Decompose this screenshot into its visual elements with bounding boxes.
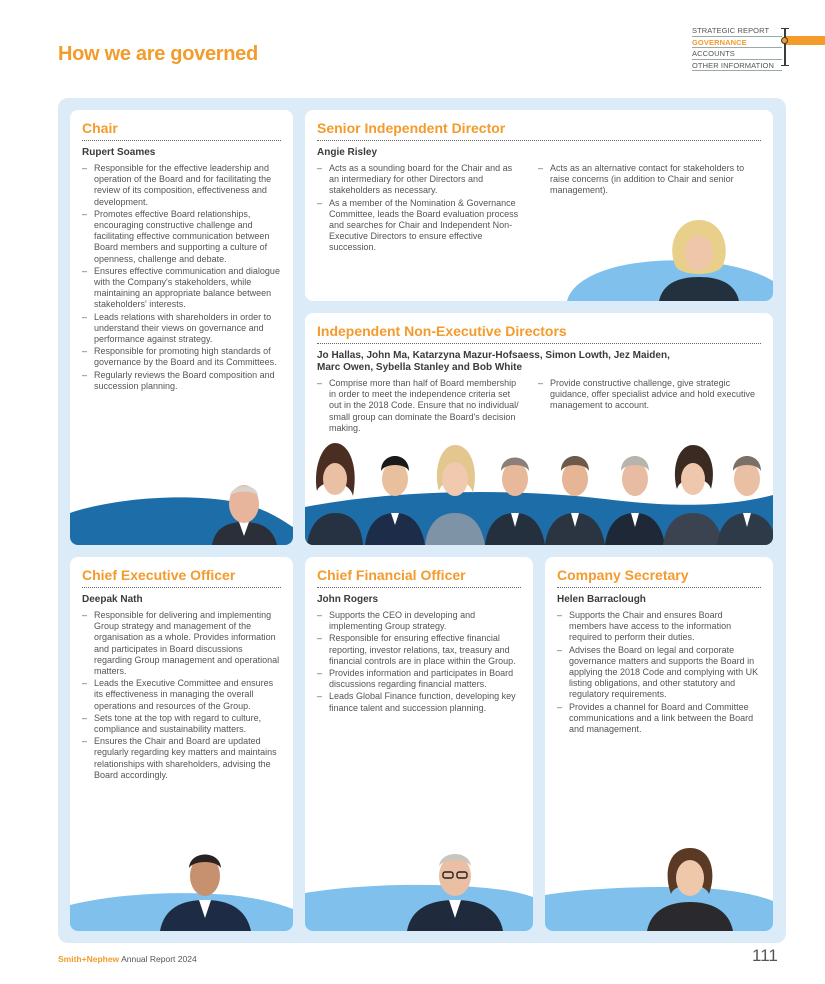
ined-responsibilities-left xyxy=(317,378,522,435)
nav-tick xyxy=(781,28,789,29)
ceo-name: Deepak Nath xyxy=(82,594,143,605)
page-number: 111 xyxy=(752,946,778,965)
list-item: – As a member of the Nomination & Governance Committee, leads the Board evaluation process and searches for Chair and Independent Non-Executive Directors to ensure effective succession. xyxy=(317,198,522,254)
nav-tick xyxy=(781,65,789,66)
ceo-portrait xyxy=(158,842,253,931)
list-item: – Advises the Board on legal and corporate governance matters and supports the Board in applying the 2018 Code and complying with UK listing obligations, and other statutory and regulatory requirements. xyxy=(557,645,761,701)
list-item: – Leads Global Finance function, developing key finance talent and succession planning. xyxy=(317,691,521,713)
list-item: – Ensures effective communication and dialogue with the Company's stakeholders, while maintaining an appropriate balance between stakeholders' interests. xyxy=(82,266,281,311)
nav-item-other-information[interactable]: OTHER INFORMATION xyxy=(692,60,782,72)
nav-rail xyxy=(784,28,786,66)
nav-active-dot xyxy=(781,37,788,44)
cosec-title: Company Secretary xyxy=(557,567,761,588)
chair-portrait xyxy=(207,470,282,545)
ined-names: Jo Hallas, John Ma, Katarzyna Mazur-Hofsaess, Simon Lowth, Jez Maiden, Marc Owen, Sybella Stanley and Bob White xyxy=(317,350,670,373)
cosec-portrait xyxy=(645,842,735,931)
chair-title: Chair xyxy=(82,120,281,141)
cosec-card xyxy=(545,557,773,931)
nav-active-indicator xyxy=(786,36,825,45)
list-item: – Provides information and participates in Board discussions regarding financial matters. xyxy=(317,668,521,690)
list-item: – Supports the Chair and ensures Board members have access to the information required to perform their duties. xyxy=(557,610,761,644)
section-nav xyxy=(692,25,782,71)
list-item: – Ensures the Chair and Board are updated regularly regarding key matters and maintains relationships with shareholders, advising the Board accordingly. xyxy=(82,736,281,781)
list-item: – Provides a channel for Board and Committee communications and a link between the Board and management. xyxy=(557,702,761,736)
nav-item-accounts[interactable]: ACCOUNTS xyxy=(692,48,782,60)
list-item: – Supports the CEO in developing and implementing Group strategy. xyxy=(317,610,521,632)
list-item: – Responsible for ensuring effective financial reporting, investor relations, tax, treasury and financial controls are in place within the Group. xyxy=(317,633,521,667)
list-item: – Responsible for the effective leadership and operation of the Board and for facilitating the review of its composition, effectiveness and development. xyxy=(82,163,281,208)
sid-title: Senior Independent Director xyxy=(317,120,761,141)
cfo-title: Chief Financial Officer xyxy=(317,567,521,588)
list-item: – Provide constructive challenge, give strategic guidance, offer specialist advice and hold executive management to account. xyxy=(538,378,761,412)
cosec-responsibilities xyxy=(557,610,761,735)
list-item: – Comprise more than half of Board membership in order to meet the independence criteria set out in the 2018 Code. Ensure that no individual/ small group can dominate the Board's decision making. xyxy=(317,378,522,434)
ceo-title: Chief Executive Officer xyxy=(82,567,281,588)
sid-portrait xyxy=(657,215,742,301)
ceo-card xyxy=(70,557,293,931)
chair-responsibilities xyxy=(82,163,281,392)
list-item: – Responsible for promoting high standards of governance by the Board and its Committees. xyxy=(82,346,281,368)
cfo-portrait xyxy=(405,842,505,931)
ined-responsibilities-right xyxy=(538,378,761,435)
sid-card xyxy=(305,110,773,301)
footer-report-text: Annual Report 2024 xyxy=(119,954,197,964)
brand-logo-text: Smith+Nephew xyxy=(58,954,120,964)
list-item: – Acts as a sounding board for the Chair and as an intermediary for other Directors and stakeholders as necessary. xyxy=(317,163,522,197)
ined-card xyxy=(305,313,773,545)
list-item: – Promotes effective Board relationships, encouraging constructive challenge and facilitating effective communication between Board members and supporting a culture of openness, challenge and debate. xyxy=(82,209,281,265)
list-item: – Responsible for delivering and implementing Group strategy and management of the organisation as a whole. Provides information and participates in Board discussions regarding Group management and operational matters. xyxy=(82,610,281,677)
page-title: How we are governed xyxy=(58,43,258,65)
list-item: – Acts as an alternative contact for stakeholders to raise concerns (in addition to Chair and senior management). xyxy=(538,163,761,197)
cfo-card xyxy=(305,557,533,931)
nav-item-strategic-report[interactable]: STRATEGIC REPORT xyxy=(692,25,782,37)
ceo-responsibilities xyxy=(82,610,281,781)
cosec-name: Helen Barraclough xyxy=(557,594,646,605)
nav-item-governance[interactable]: GOVERNANCE xyxy=(692,37,782,49)
chair-name: Rupert Soames xyxy=(82,147,156,158)
cfo-responsibilities xyxy=(317,610,521,714)
cfo-name: John Rogers xyxy=(317,594,379,605)
ined-title: Independent Non-Executive Directors xyxy=(317,323,761,344)
list-item: – Regularly reviews the Board composition and succession planning. xyxy=(82,370,281,392)
ined-portraits xyxy=(305,441,773,545)
list-item: – Sets tone at the top with regard to culture, compliance and sustainability matters. xyxy=(82,713,281,735)
list-item: – Leads the Executive Committee and ensures its effectiveness in managing the overall operations and resources of the Group. xyxy=(82,678,281,712)
chair-card xyxy=(70,110,293,545)
sid-name: Angie Risley xyxy=(317,147,378,158)
footer-brand xyxy=(58,954,197,964)
list-item: – Leads relations with shareholders in order to understand their views on governance and performance against strategy. xyxy=(82,312,281,346)
